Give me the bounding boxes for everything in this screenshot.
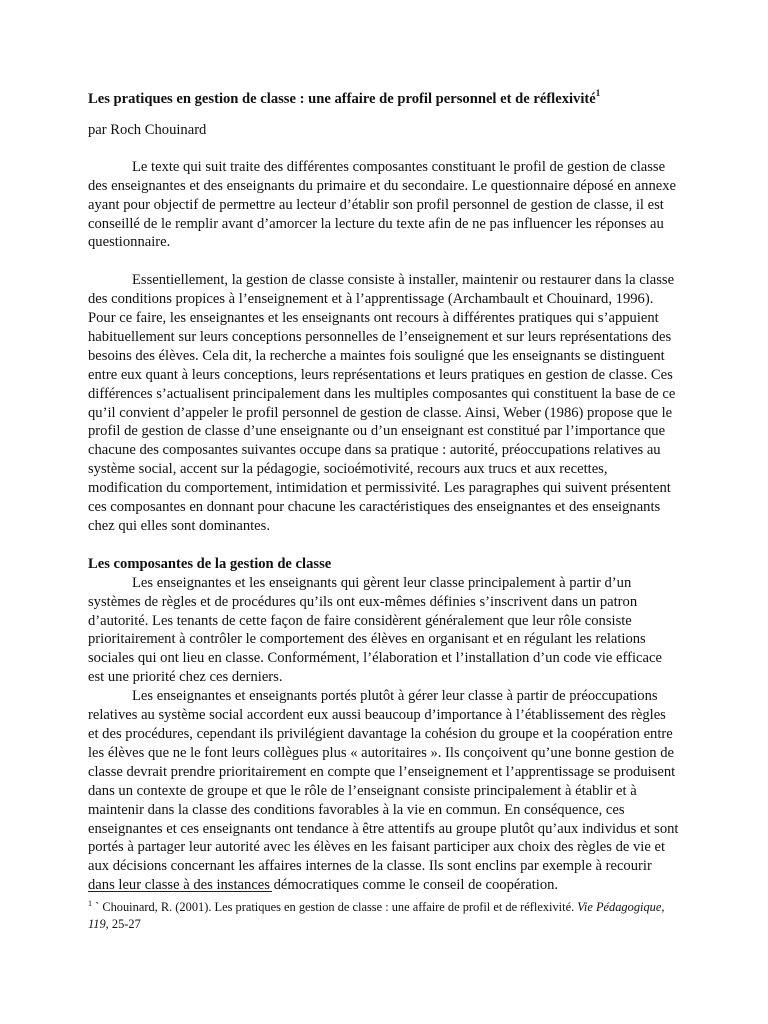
paragraph: Essentiellement, la gestion de classe consiste à installer, maintenir ou restaurer dans la classe des conditions propices à l’enseignement et à l’apprentissage (Archambault et Chouinard, 1996). Pour ce faire, les enseignantes et les enseignants ont recours à différentes pratiques qui s’appuient habituellement sur leurs conceptions personnelles de l’enseignement et sur leurs représentations des besoins des élèves. Cela dit, la recherche a maintes fois souligné que les enseignants se distinguent entre eux quant à leurs conceptions, leurs représentations et leurs pratiques en gestion de classe. Ces différences s’actualisent principalement dans les multiples composantes qui constituent la base de ce qu’il convient d’appeler le profil personnel de gestion de classe. Ainsi, Weber (1986) propose que le profil de gestion de classe d’une enseignante ou d’un enseignant est constitué par l’importance que chacune des composantes suivantes occupe dans sa pratique : autorité, préoccupations relatives au système social, accent sur la pédagogie, socioémotivité, recours aux trucs et aux recettes, modification du comportement, intimidation et permissivité. Les paragraphes qui suivent présentent ces composantes en donnant pour chacune les caractéristiques des enseignantes et des enseignants chez qui elles sont dominantes. (88, 272, 676, 535)
footnote-mark: 1 (88, 898, 92, 908)
footnote-text: ` Chouinard, R. (2001). Les pratiques en gestion de classe : une affaire de profil et de réflexivité. (95, 900, 575, 914)
document-title-text: Les pratiques en gestion de classe : une affaire de profil personnel et de réflexivité (88, 91, 596, 107)
footnote (88, 899, 688, 932)
document-title (88, 90, 680, 109)
document-body (88, 90, 680, 895)
title-footnote-mark: 1 (595, 88, 601, 99)
footnote-pages: , 25-27 (105, 916, 141, 931)
paragraph: Les enseignantes et les enseignants qui gèrent leur classe principalement à partir d’un systèmes de règles et de procédures qu’ils ont eux-mêmes définies s’inscrivent dans un patron d’autorité. Les tenants de cette façon de faire considèrent généralement que leur rôle consiste prioritairement à contrôler le comportement des élèves en organisant et en régulant les relations sociales qui ont lieu en classe. Conformément, l’élaboration et l’installation d’un code vie efficace est une priorité chez ces derniers. (88, 574, 662, 686)
section-heading: Les composantes de la gestion de classe (88, 555, 332, 572)
footnote-journal: Vie Pédagogique, 119 (88, 900, 665, 931)
author-line: par Roch Chouinard (88, 121, 207, 138)
footnote-divider (88, 891, 272, 892)
paragraph: Les enseignantes et enseignants portés plutôt à gérer leur classe à partir de préoccupations relatives au système social accordent eux aussi beaucoup d’importance à l’établissement des règles et des procédures, cependant ils privilégient davantage la cohésion du groupe et la coopération entre les élèves que ne le font leurs collègues plus « autoritaires ». Ils conçoivent qu’une bonne gestion de classe devrait prendre prioritairement en compte que l’enseignement et l’apprentissage se produisent dans un contexte de groupe et que le rôle de l’enseignant consiste principalement à établir et à maintenir dans la classe des conditions favorables à la vie en commun. En conséquence, ces enseignantes et ces enseignants ont tendance à être attentifs au groupe plutôt qu’aux individus et sont portés à partager leur autorité avec les élèves en les faisant participer aux choix des règles de vie et aux décisions concernant les affaires internes de la classe. Ils sont enclins par exemple à recourir dans leur classe à des instances démocratiques comme le conseil de coopération. (88, 688, 679, 894)
paragraph: Le texte qui suit traite des différentes composantes constituant le profil de gestion de classe des enseignantes et des enseignants du primaire et du secondaire. Le questionnaire déposé en annexe ayant pour objectif de permettre au lecteur d’établir son profil personnel de gestion de classe, il est conseillé de le remplir avant d’amorcer la lecture du texte afin de ne pas influencer les réponses au questionnaire. (88, 158, 676, 251)
